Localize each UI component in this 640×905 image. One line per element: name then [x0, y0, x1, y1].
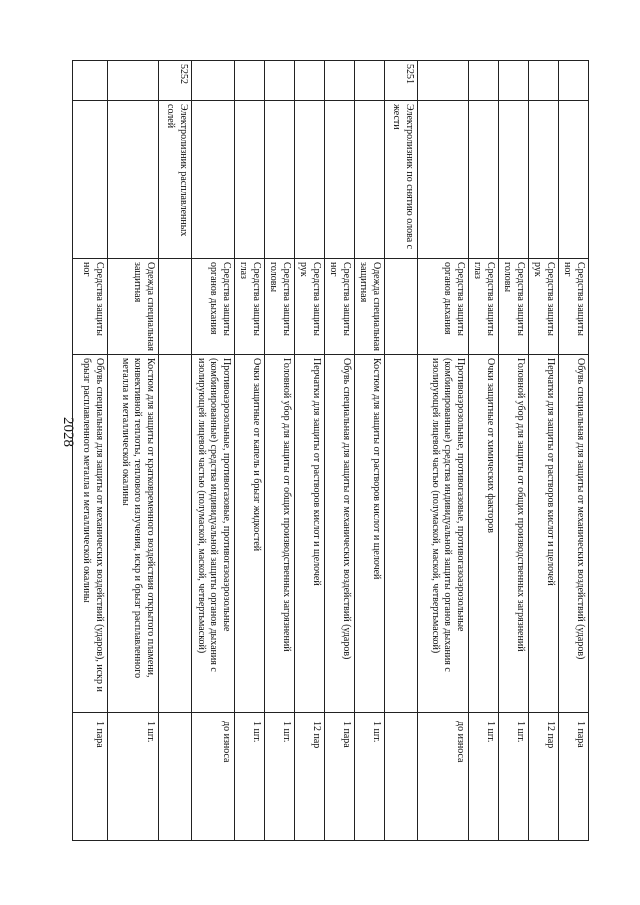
profession-cell: Электролизник по снятию олова с жести [385, 101, 418, 259]
code-cell [192, 61, 235, 101]
table-row [73, 61, 108, 841]
code-cell [418, 61, 469, 101]
category-cell: Средства защиты глаз [469, 259, 499, 355]
qty-cell: 1 шт. [108, 713, 159, 841]
rotated-table-area [81, 60, 589, 840]
qty-cell [385, 713, 418, 841]
qty-cell: 1 шт. [469, 713, 499, 841]
qty-cell: 1 шт. [235, 713, 265, 841]
category-cell: Одежда специальная защитная [108, 259, 159, 355]
table-row [159, 61, 192, 841]
profession-cell [529, 101, 559, 259]
table-row [192, 61, 235, 841]
item-cell: Очки защитные от капель и брызг жидкостей [235, 355, 265, 713]
category-cell: Средства защиты органов дыхания [418, 259, 469, 355]
item-cell: Противоаэрозольные, противогазовые, противогазоаэрозольные (комбинированные) средства индивидуальной защиты органов дыхания с изолирующей лицевой частью (полумаской, маской, четвертьмаской) [418, 355, 469, 713]
category-cell: Средства защиты рук [529, 259, 559, 355]
profession-cell [559, 101, 589, 259]
category-cell: Средства защиты глаз [235, 259, 265, 355]
table-row [265, 61, 295, 841]
qty-cell: 1 шт. [265, 713, 295, 841]
qty-cell: 1 пара [73, 713, 108, 841]
table-row [385, 61, 418, 841]
code-cell [355, 61, 385, 101]
table-row [108, 61, 159, 841]
table-row [325, 61, 355, 841]
item-cell: Головной убор для защиты от общих производственных загрязнений [265, 355, 295, 713]
profession-cell: Электролизник расплавленных солей [159, 101, 192, 259]
table-row [469, 61, 499, 841]
code-cell [469, 61, 499, 101]
profession-cell [265, 101, 295, 259]
code-cell [529, 61, 559, 101]
category-cell: Средства защиты органов дыхания [192, 259, 235, 355]
code-cell: 5251 [385, 61, 418, 101]
table-row [529, 61, 559, 841]
code-cell [265, 61, 295, 101]
profession-cell [469, 101, 499, 259]
profession-cell [235, 101, 265, 259]
item-cell: Костюм для защиты от кратковременного воздействия открытого пламени, конвективной теплоты, теплового излучения, искр и брызг расплавленного металла и металлической окалины [108, 355, 159, 713]
item-cell: Перчатки для защиты от растворов кислот и щелочей [529, 355, 559, 713]
code-cell [108, 61, 159, 101]
category-cell: Средства защиты ног [559, 259, 589, 355]
profession-cell [73, 101, 108, 259]
category-cell: Средства защиты ног [73, 259, 108, 355]
table-row [559, 61, 589, 841]
qty-cell: 1 пара [325, 713, 355, 841]
ppe-norms-table [72, 60, 589, 841]
code-cell [499, 61, 529, 101]
item-cell: Очки защитные от химических факторов [469, 355, 499, 713]
item-cell: Обувь специальная для защиты от механических воздействий (ударов), искр и брызг расплавленного металла и металлической окалины [73, 355, 108, 713]
item-cell [159, 355, 192, 713]
profession-cell [355, 101, 385, 259]
item-cell: Обувь специальная для защиты от механических воздействий (ударов) [325, 355, 355, 713]
profession-cell [108, 101, 159, 259]
qty-cell: 12 пар [529, 713, 559, 841]
category-cell: Средства защиты головы [499, 259, 529, 355]
item-cell: Обувь специальная для защиты от механических воздействий (ударов) [559, 355, 589, 713]
table-row [355, 61, 385, 841]
code-cell [235, 61, 265, 101]
item-cell: Костюм для защиты от растворов кислот и щелочей [355, 355, 385, 713]
table-row [418, 61, 469, 841]
category-cell: Средства защиты рук [295, 259, 325, 355]
item-cell: Головной убор для защиты от общих производственных загрязнений [499, 355, 529, 713]
table-body [73, 61, 589, 841]
item-cell: Противоаэрозольные, противогазовые, противогазоаэрозольные (комбинированные) средства индивидуальной защиты органов дыхания с изолирующей лицевой частью (полумаской, маской, четвертьмаской) [192, 355, 235, 713]
qty-cell: до износа [192, 713, 235, 841]
table-row [295, 61, 325, 841]
table-row [235, 61, 265, 841]
profession-cell [295, 101, 325, 259]
profession-cell [418, 101, 469, 259]
qty-cell: 12 пар [295, 713, 325, 841]
qty-cell [159, 713, 192, 841]
code-cell [295, 61, 325, 101]
qty-cell: 1 шт. [355, 713, 385, 841]
page-number: 2028 [60, 417, 76, 447]
category-cell [385, 259, 418, 355]
code-cell [559, 61, 589, 101]
qty-cell: 1 пара [559, 713, 589, 841]
code-cell [73, 61, 108, 101]
category-cell [159, 259, 192, 355]
qty-cell: 1 шт. [499, 713, 529, 841]
profession-cell [325, 101, 355, 259]
code-cell: 5252 [159, 61, 192, 101]
profession-cell [192, 101, 235, 259]
category-cell: Одежда специальная защитная [355, 259, 385, 355]
item-cell: Перчатки для защиты от растворов кислот и щелочей [295, 355, 325, 713]
table-row [499, 61, 529, 841]
profession-cell [499, 101, 529, 259]
item-cell [385, 355, 418, 713]
qty-cell: до износа [418, 713, 469, 841]
category-cell: Средства защиты ног [325, 259, 355, 355]
category-cell: Средства защиты головы [265, 259, 295, 355]
code-cell [325, 61, 355, 101]
